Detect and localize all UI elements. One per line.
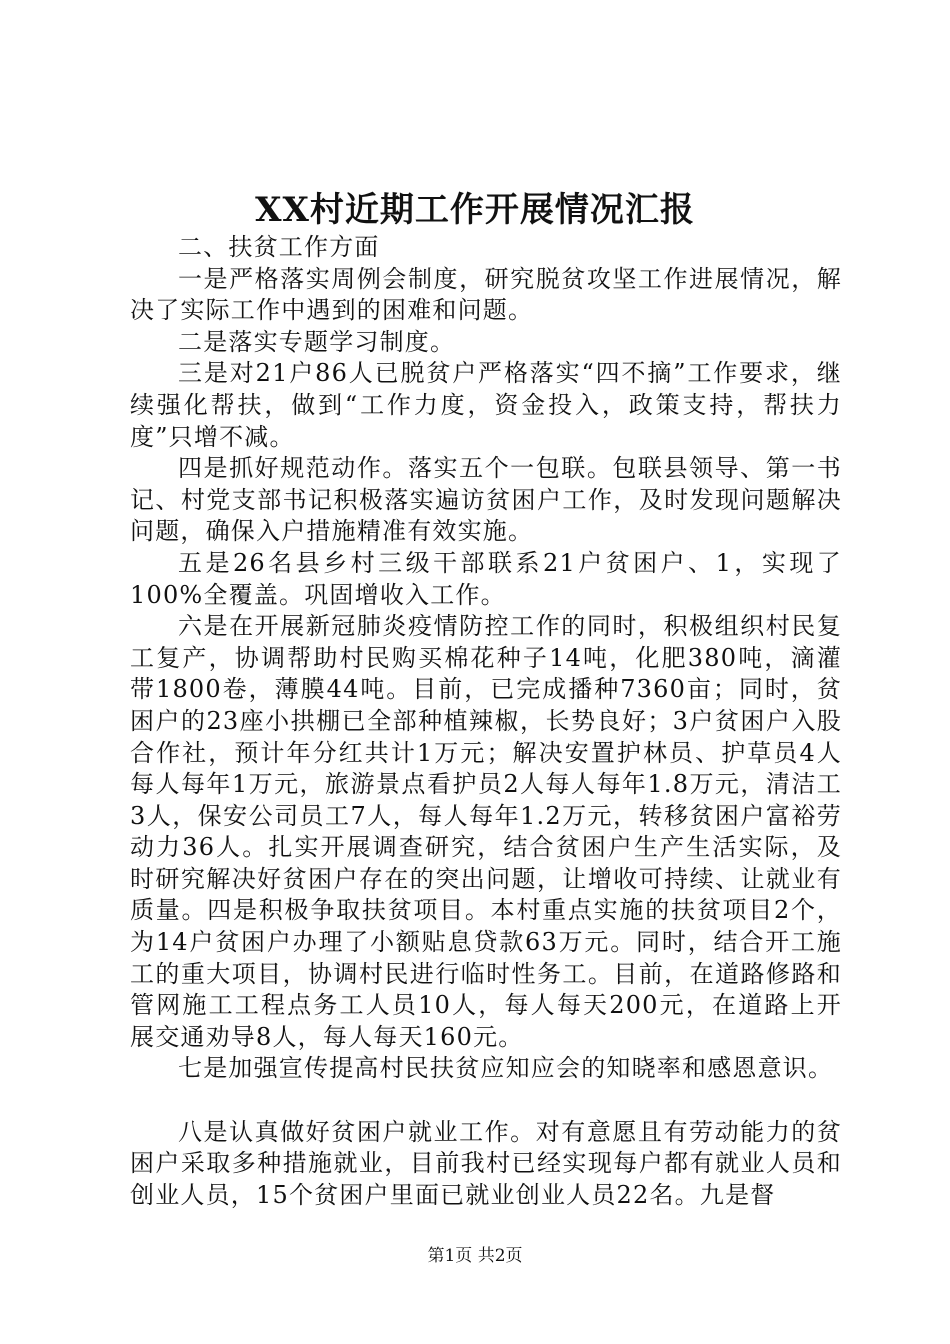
paragraph-4: 四是抓好规范动作。落实五个一包联。包联县领导、第一书记、村党支部书记积极落实遍访贫困户工作，及时发现问题解决问题，确保入户措施精准有效实施。 <box>130 454 842 546</box>
paragraph-1: 一是严格落实周例会制度，研究脱贫攻坚工作进展情况，解决了实际工作中遇到的困难和问题。 <box>130 264 842 325</box>
paragraph-5: 五是26名县乡村三级干部联系21户贫困户、1，实现了100%全覆盖。巩固增收入工作。 <box>130 548 842 609</box>
paragraph-6: 六是在开展新冠肺炎疫情防控工作的同时，积极组织村民复工复产，协调帮助村民购买棉花种子14吨，化肥380吨，滴灌带1800卷，薄膜44吨。目前，已完成播种7360亩；同时，贫困户的23座小拱棚已全部种植辣椒，长势良好；3户贫困户入股合作社，预计年分红共计1万元；解决安置护林员、护草员4人每人每年1万元，旅游景点看护员2人每人每年1.8万元，清洁工3人，保安公司员工7人，每人每年1.2万元，转移贫困户富裕劳动力36人。扎实开展调查研究，结合贫困户生产生活实际，及时研究解决好贫困户存在的突出问题，让增收可持续、让就业有质量。四是积极争取扶贫项目。本村重点实施的扶贫项目2个，为14户贫困户办理了小额贴息贷款63万元。同时，结合开工施工的重大项目，协调村民进行临时性务工。目前，在道路修路和管网施工工程点务工人员10人，每人每天200元，在道路上开展交通劝导8人，每人每天160元。 <box>130 612 842 1051</box>
document-title: XX村近期工作开展情况汇报 <box>255 190 695 230</box>
paragraph-3: 三是对21户86人已脱贫户严格落实“四不摘”工作要求，继续强化帮扶，做到“工作力度，资金投入，政策支持，帮扶力度”只增不减。 <box>130 359 842 451</box>
section-heading: 二、扶贫工作方面 <box>178 233 380 261</box>
paragraph-8: 八是认真做好贫困户就业工作。对有意愿且有劳动能力的贫困户采取多种措施就业，目前我村已经实现每户都有就业人员和创业人员，15个贫困户里面已就业创业人员22名。九是督 <box>130 1117 842 1209</box>
paragraph-7: 七是加强宣传提高村民扶贫应知应会的知晓率和感恩意识。 <box>178 1054 834 1083</box>
page-footer: 第1页 共2页 <box>427 1246 523 1266</box>
document-body <box>130 232 842 1211</box>
paragraph-2: 二是落实专题学习制度。 <box>178 327 456 356</box>
